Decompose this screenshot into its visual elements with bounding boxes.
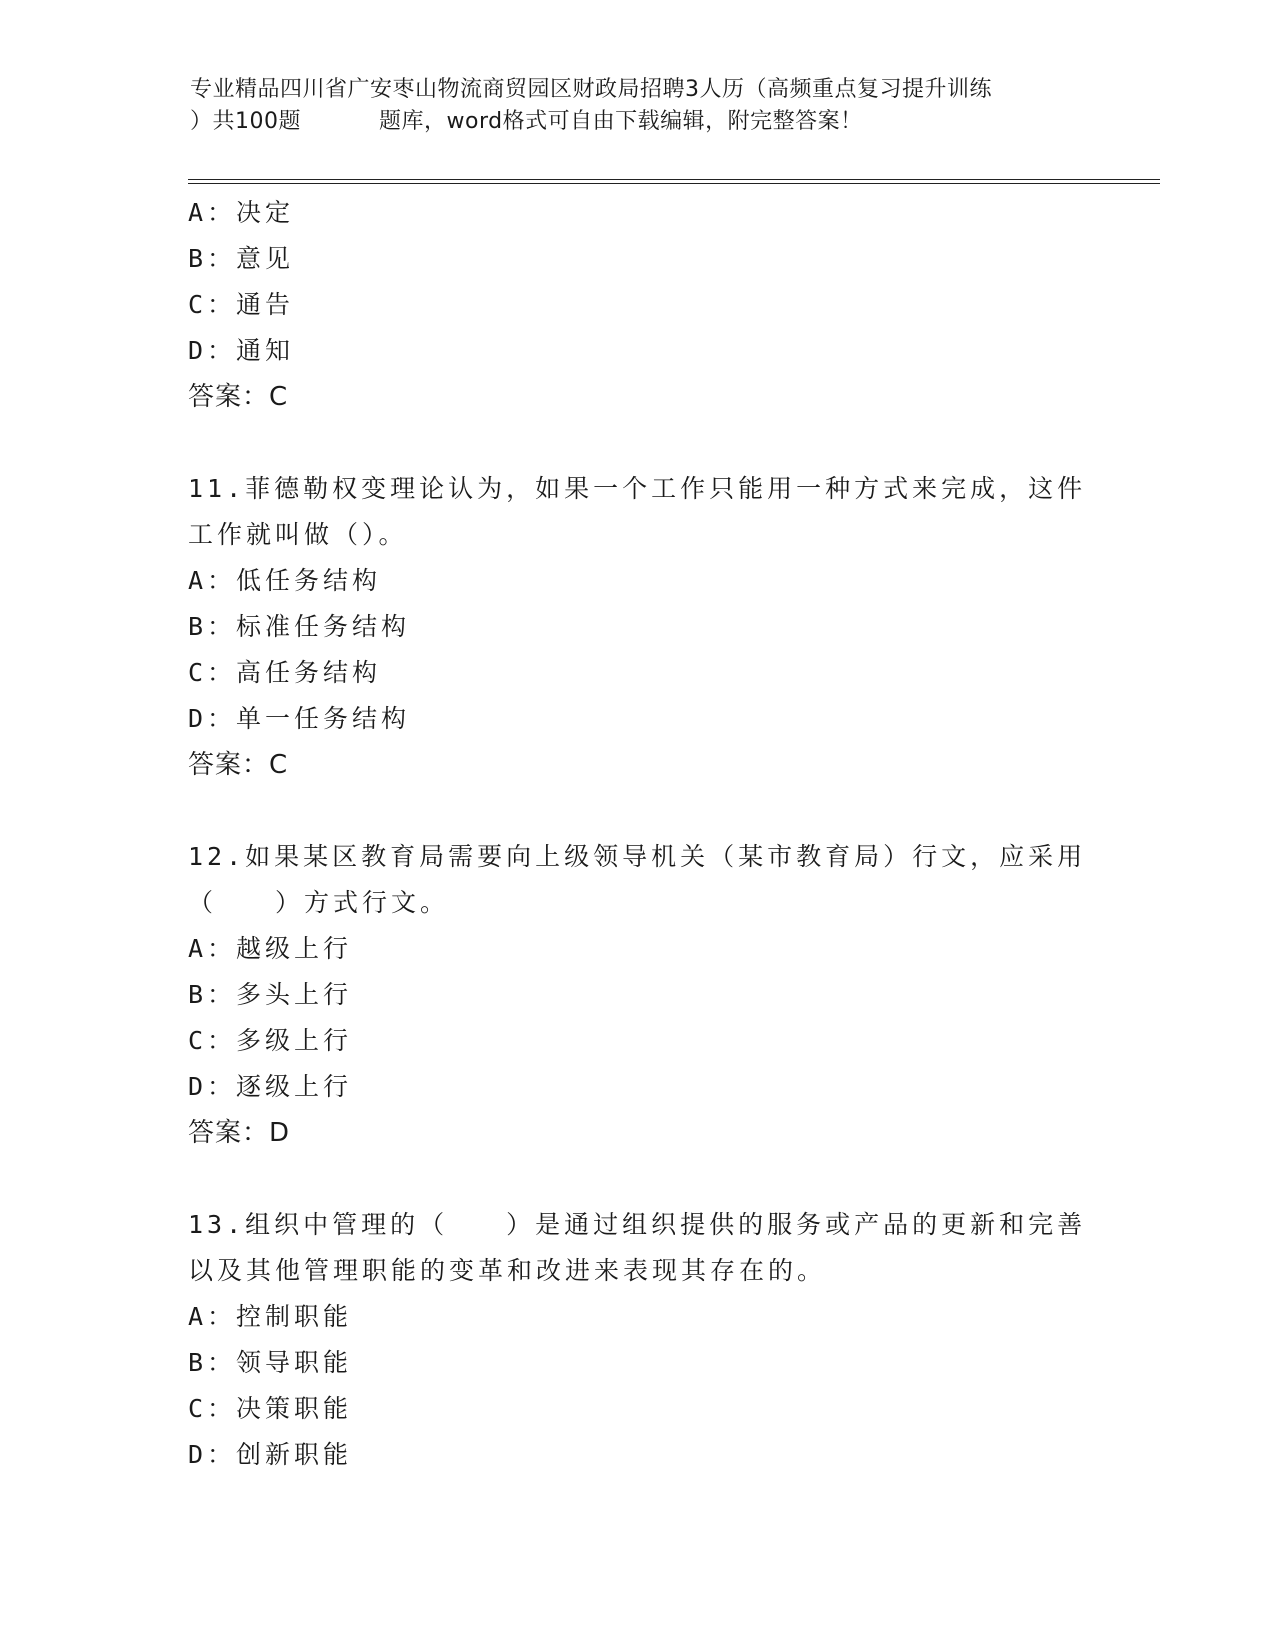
question-list (188, 190, 1088, 1478)
question-11 (188, 466, 1088, 788)
option-a: A：控制职能 (188, 1302, 353, 1331)
document-header (190, 74, 1090, 138)
question-12 (188, 834, 1088, 1156)
option-b: B：领导职能 (188, 1348, 353, 1377)
question-text-line-2: 以及其他管理职能的变革和改进来表现其存在的。 (188, 1256, 827, 1285)
option-d: D：创新职能 (188, 1440, 353, 1469)
question-text-line-1: 12.如果某区教育局需要向上级领导机关（某市教育局）行文，应采用 (188, 842, 1087, 871)
option-d: D：通知 (188, 336, 295, 365)
option-a: A：决定 (188, 198, 295, 227)
header-title-line-2 (190, 106, 1090, 138)
question-10 (188, 190, 1088, 420)
question-text-line-2: （ ）方式行文。 (188, 888, 450, 917)
option-a: A：低任务结构 (188, 566, 382, 595)
option-c: C：通告 (188, 290, 295, 319)
question-text-line-2: 工作就叫做（）。 (188, 520, 408, 549)
option-c: C：多级上行 (188, 1026, 353, 1055)
header-count-text: ）共100题 (190, 109, 301, 134)
option-c: C：高任务结构 (188, 658, 382, 687)
header-description-text: 题库，word格式可自由下载编辑，附完整答案！ (379, 109, 863, 134)
option-c: C：决策职能 (188, 1394, 353, 1423)
header-title-line-1: 专业精品四川省广安枣山物流商贸园区财政局招聘3人历（高频重点复习提升训练 (190, 77, 992, 102)
header-divider-bottom (188, 183, 1160, 184)
option-d: D：单一任务结构 (188, 704, 411, 733)
question-text-line-1: 11.菲德勒权变理论认为，如果一个工作只能用一种方式来完成，这件 (188, 474, 1087, 503)
option-a: A：越级上行 (188, 934, 353, 963)
option-d: D：逐级上行 (188, 1072, 353, 1101)
question-text-line-1: 13.组织中管理的（ ）是通过组织提供的服务或产品的更新和完善 (188, 1210, 1087, 1239)
answer-text: 答案：D (188, 1118, 291, 1148)
header-divider-top (188, 179, 1160, 180)
answer-text: 答案：C (188, 750, 289, 780)
question-13 (188, 1202, 1088, 1478)
option-b: B：意见 (188, 244, 295, 273)
option-b: B：标准任务结构 (188, 612, 411, 641)
option-b: B：多头上行 (188, 980, 353, 1009)
answer-text: 答案：C (188, 382, 289, 412)
